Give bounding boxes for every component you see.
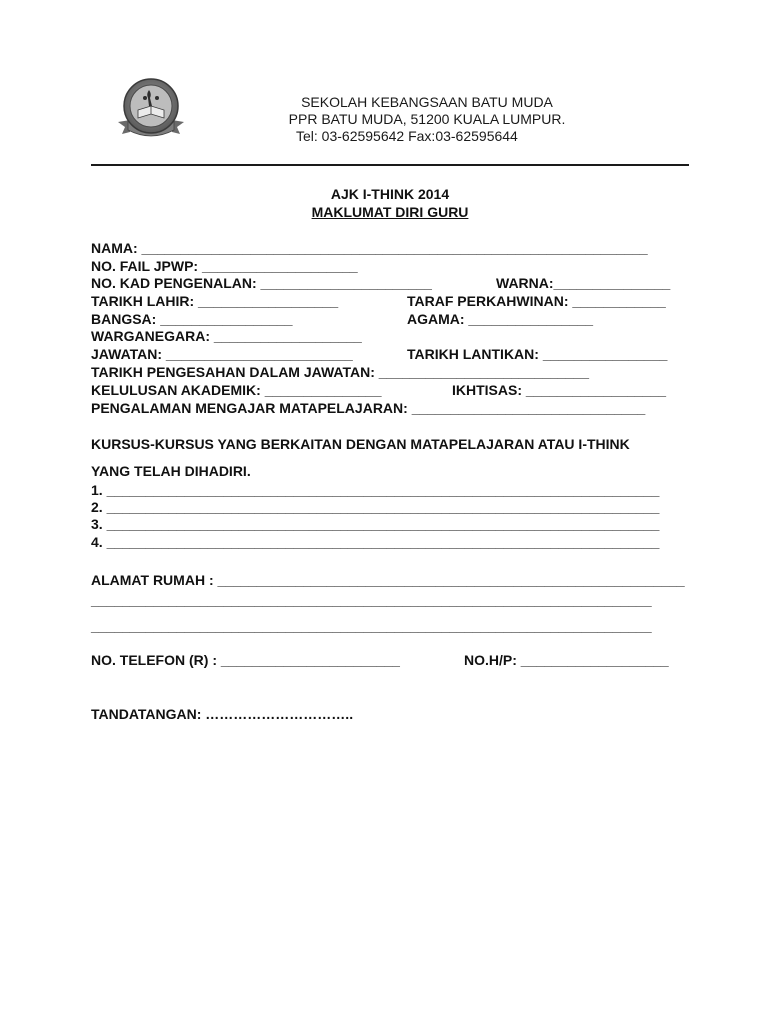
school-header <box>262 94 592 145</box>
field-alamat-rumah[interactable]: ALAMAT RUMAH : ____________________________________________________________ <box>91 572 685 588</box>
field-ikhtisas[interactable]: IKHTISAS: __________________ <box>452 382 667 398</box>
field-warganegara[interactable]: WARGANEGARA: ___________________ <box>91 328 362 344</box>
field-warna[interactable]: WARNA:_______________ <box>496 275 671 291</box>
field-kad-pengenalan[interactable]: NO. KAD PENGENALAN: ______________________ <box>91 275 432 291</box>
field-alamat-line-2[interactable]: ________________________________________________________________________ <box>91 592 652 608</box>
school-crest-logo <box>116 76 186 144</box>
field-tarikh-pengesahan[interactable]: TARIKH PENGESAHAN DALAM JAWATAN: ___________________________ <box>91 364 589 380</box>
field-tarikh-lantikan[interactable]: TARIKH LANTIKAN: ________________ <box>407 346 668 362</box>
field-no-hp[interactable]: NO.H/P: ___________________ <box>464 652 669 668</box>
field-no-fail-jpwp[interactable]: NO. FAIL JPWP: ____________________ <box>91 258 358 274</box>
field-tandatangan[interactable]: TANDATANGAN: ………………………….. <box>91 706 354 722</box>
form-title: AJK I-THINK 2014 <box>330 186 450 202</box>
kursus-item-3[interactable]: 3. _______________________________________________________________________ <box>91 516 660 532</box>
field-jawatan[interactable]: JAWATAN: ________________________ <box>91 346 353 362</box>
field-bangsa[interactable]: BANGSA: _________________ <box>91 311 293 327</box>
kursus-heading: KURSUS-KURSUS YANG BERKAITAN DENGAN MATAPELAJARAN ATAU I-THINK <box>91 436 630 452</box>
field-nama[interactable]: NAMA: _________________________________________________________________ <box>91 240 648 256</box>
field-agama[interactable]: AGAMA: ________________ <box>407 311 594 327</box>
form-subtitle: MAKLUMAT DIRI GURU <box>311 204 469 220</box>
field-pengalaman-mengajar[interactable]: PENGALAMAN MENGAJAR MATAPELAJARAN: ______________________________ <box>91 400 646 416</box>
kursus-item-4[interactable]: 4. _______________________________________________________________________ <box>91 534 660 550</box>
field-no-telefon-rumah[interactable]: NO. TELEFON (R) : _______________________ <box>91 652 400 668</box>
form-title-block <box>91 185 689 221</box>
kursus-item-2[interactable]: 2. _______________________________________________________________________ <box>91 499 660 515</box>
school-name: SEKOLAH KEBANGSAAN BATU MUDA <box>301 94 553 110</box>
field-taraf-perkahwinan[interactable]: TARAF PERKAHWINAN: ____________ <box>407 293 666 309</box>
school-address: PPR BATU MUDA, 51200 KUALA LUMPUR. <box>288 111 566 127</box>
field-alamat-line-3[interactable]: ________________________________________________________________________ <box>91 618 652 634</box>
header-divider <box>91 164 689 166</box>
kursus-heading-cont: YANG TELAH DIHADIRI. <box>91 463 251 479</box>
field-tarikh-lahir[interactable]: TARIKH LAHIR: __________________ <box>91 293 339 309</box>
field-kelulusan-akademik[interactable]: KELULUSAN AKADEMIK: _______________ <box>91 382 382 398</box>
kursus-item-1[interactable]: 1. _______________________________________________________________________ <box>91 482 660 498</box>
school-contact: Tel: 03-62595642 Fax:03-62595644 <box>296 128 518 144</box>
